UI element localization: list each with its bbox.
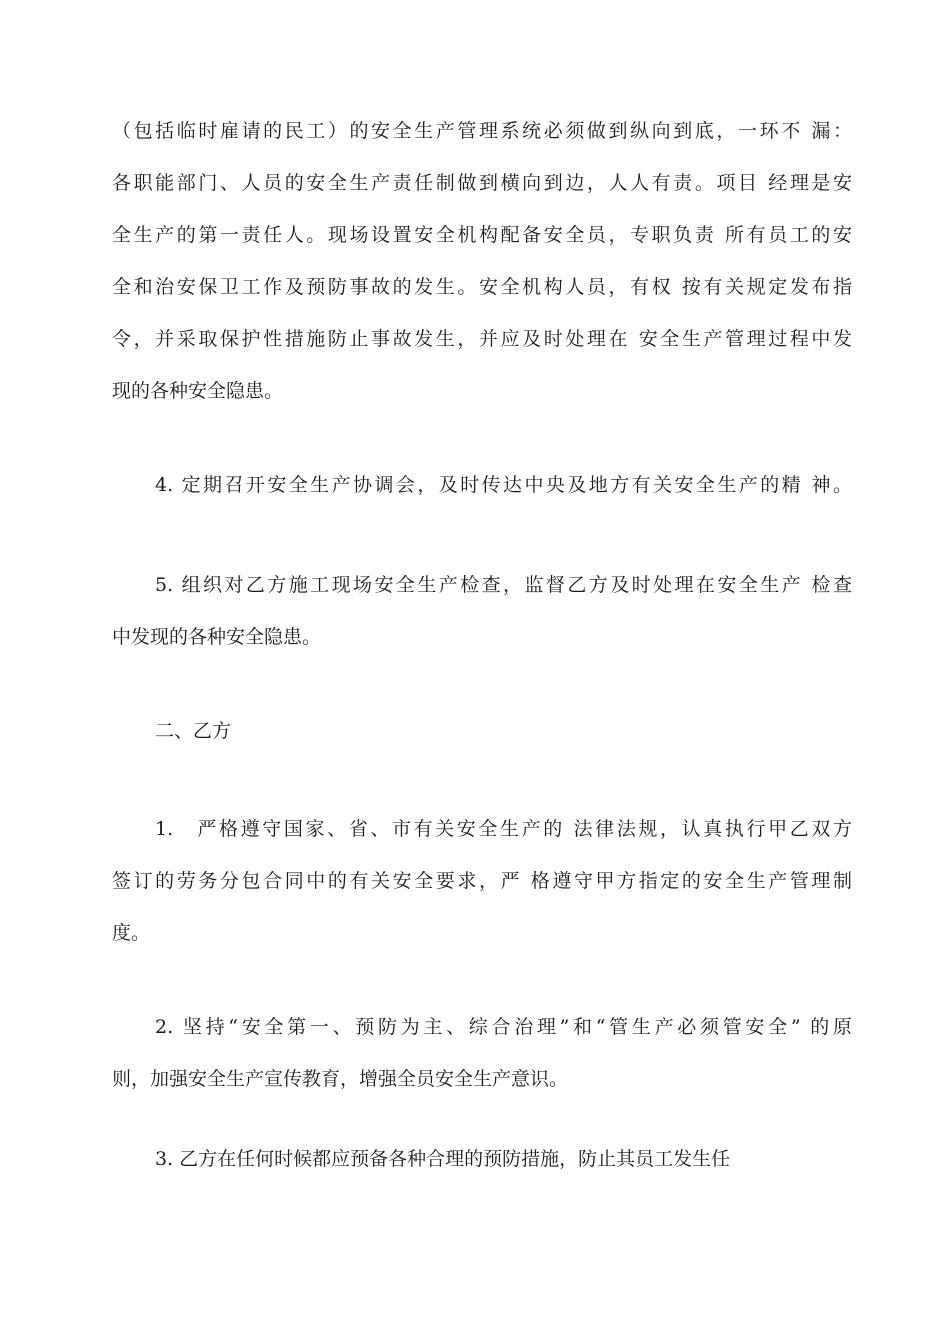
item-2-line-1: 2. 坚持“安全第一、预防为主、综合治理”和“管生产必须管安全” 的原 [155, 1016, 852, 1038]
paragraph-1-line-5: 令，并采取保护性措施防止事故发生，并应及时处理在 安全生产管理过程中发 [112, 328, 852, 350]
item-5-line-1: 5. 组织对乙方施工现场安全生产检查，监督乙方及时处理在安全生产 检查 [155, 574, 852, 596]
item-4-line-1: 4. 定期召开安全生产协调会，及时传达中央及地方有关安全生产的精 神。 [155, 474, 852, 496]
item-5-line-2: 中发现的各种安全隐患。 [112, 626, 322, 648]
paragraph-1-line-4: 全和治安保卫工作及预防事故的发生。安全机构人员，有权 按有关规定发布指 [112, 276, 852, 298]
paragraph-1-line-6: 现的各种安全隐患。 [112, 380, 284, 402]
paragraph-1-line-2: 各职能部门、人员的安全生产责任制做到横向到边，人人有责。项目 经理是安 [112, 172, 852, 194]
item-1-line-1: 1. 严格遵守国家、省、市有关安全生产的 法律法规，认真执行甲乙双方 [155, 818, 852, 840]
paragraph-1-line-1: （包括临时雇请的民工）的安全生产管理系统必须做到纵向到底，一环不 漏： [112, 120, 852, 142]
item-1-line-2: 签订的劳务分包合同中的有关安全要求，严 格遵守甲方指定的安全生产管理制 [112, 870, 852, 892]
item-1-line-3: 度。 [112, 922, 151, 944]
section-heading-party-b: 二、乙方 [155, 720, 232, 742]
item-3-line-1: 3. 乙方在任何时候都应预备各种合理的预防措施，防止其员工发生任 [155, 1148, 731, 1170]
paragraph-1-line-3: 全生产的第一责任人。现场设置安全机构配备安全员，专职负责 所有员工的安 [112, 224, 852, 246]
item-2-line-2: 则，加强安全生产宣传教育，增强全员安全生产意识。 [112, 1068, 569, 1090]
